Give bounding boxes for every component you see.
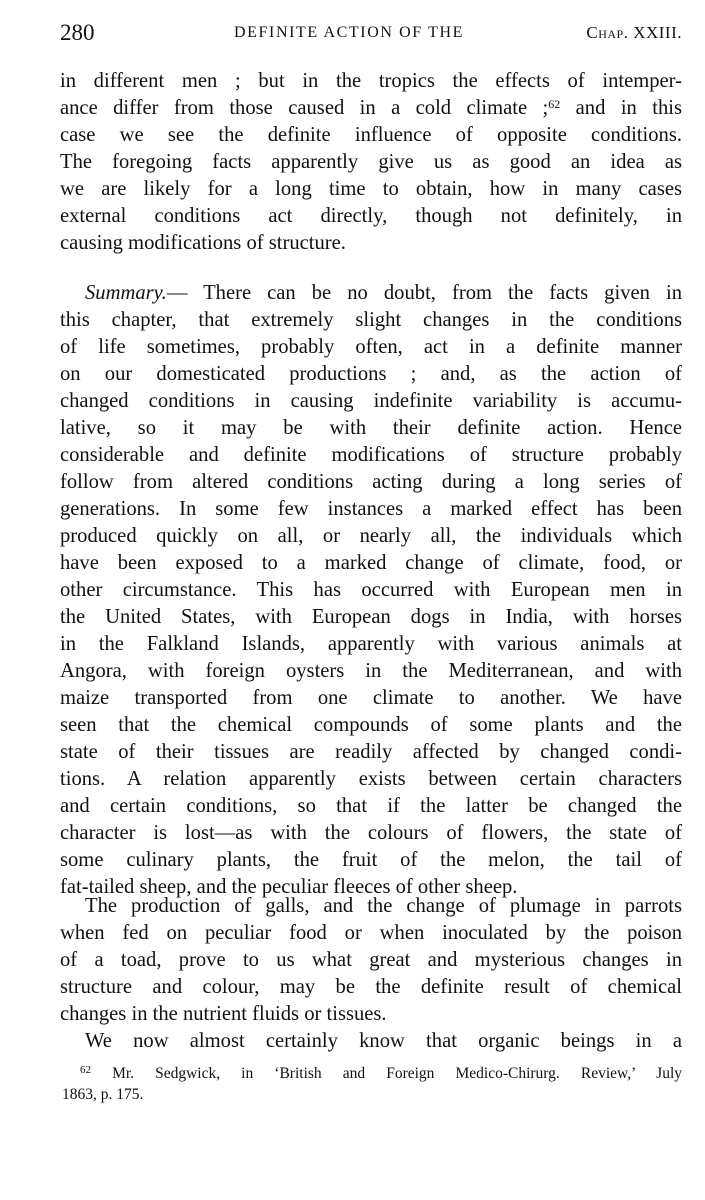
text-line: some culinary plants, the fruit of the melon, the tail of xyxy=(60,849,682,871)
text-line: The production of galls, and the change of plumage in parrots xyxy=(85,895,682,917)
text-line: on our domesticated productions ; and, as the action of xyxy=(60,363,682,385)
text-line: the United States, with European dogs in India, with horses xyxy=(60,606,682,628)
text-line: changes in the nutrient fluids or tissues. xyxy=(60,1003,387,1025)
text-line: causing modifications of structure. xyxy=(60,232,346,254)
text-line: lative, so it may be with their definite action. Hence xyxy=(60,417,682,439)
text-fragment: — There can be no doubt, from the facts given in xyxy=(166,282,682,304)
text-line: tions. A relation apparently exists between certain characters xyxy=(60,768,682,790)
text-line: in different men ; but in the tropics the effects of intemper- xyxy=(60,70,682,92)
footnote-reference[interactable]: 62 xyxy=(548,97,561,111)
text-line: Angora, with foreign oysters in the Mediterranean, and with xyxy=(60,660,682,682)
text-line xyxy=(85,280,682,307)
footnote-text: Mr. Sedgwick, in ‘British and Foreign Medico-Chirurg. Review,’ July xyxy=(112,1065,683,1082)
text-line xyxy=(60,95,682,122)
running-title: DEFINITE ACTION OF THE xyxy=(234,24,465,41)
text-fragment: and in this xyxy=(575,97,682,119)
text-line: this chapter, that extremely slight changes in the conditions xyxy=(60,309,682,331)
text-line: produced quickly on all, or nearly all, the individuals which xyxy=(60,525,682,547)
running-head xyxy=(60,18,682,48)
text-line: case we see the definite influence of opposite conditions. xyxy=(60,124,682,146)
text-line: state of their tissues are readily affected by changed condi- xyxy=(60,741,682,763)
text-line: follow from altered conditions acting during a long series of xyxy=(60,471,682,493)
text-line: when fed on peculiar food or when inoculated by the poison xyxy=(60,922,682,944)
text-line: of life sometimes, probably often, act in a definite manner xyxy=(60,336,682,358)
text-line: and certain conditions, so that if the latter be changed the xyxy=(60,795,682,817)
text-line: structure and colour, may be the definite result of chemical xyxy=(60,976,682,998)
text-line: in the Falkland Islands, apparently with various animals at xyxy=(60,633,682,655)
text-line: We now almost certainly know that organic beings in a xyxy=(85,1030,682,1052)
text-line: character is lost—as with the colours of flowers, the state of xyxy=(60,822,682,844)
text-line: The foregoing facts apparently give us as good an idea as xyxy=(60,151,682,173)
summary-label: Summary. xyxy=(85,282,167,304)
footnote-line: 1863, p. 175. xyxy=(62,1086,144,1103)
footnote-line xyxy=(80,1063,682,1085)
text-line: maize transported from one climate to another. We have xyxy=(60,687,682,709)
text-line: of a toad, prove to us what great and mysterious changes in xyxy=(60,949,682,971)
text-line: other circumstance. This has occurred with European men in xyxy=(60,579,682,601)
chapter-label: Chap. XXIII. xyxy=(586,23,682,42)
text-line: seen that the chemical compounds of some plants and the xyxy=(60,714,682,736)
text-line: have been exposed to a marked change of climate, food, or xyxy=(60,552,682,574)
text-line: considerable and definite modifications of structure probably xyxy=(60,444,682,466)
text-line: generations. In some few instances a marked effect has been xyxy=(60,498,682,520)
footnote-mark: 62 xyxy=(80,1064,91,1076)
page-number: 280 xyxy=(60,20,95,45)
text-fragment: ance differ from those caused in a cold climate ; xyxy=(60,97,549,119)
text-line: external conditions act directly, though not definitely, in xyxy=(60,205,682,227)
text-line: fat-tailed sheep, and the peculiar fleeces of other sheep. xyxy=(60,876,518,898)
text-line: we are likely for a long time to obtain, how in many cases xyxy=(60,178,682,200)
text-line: changed conditions in causing indefinite variability is accumu- xyxy=(60,390,682,412)
